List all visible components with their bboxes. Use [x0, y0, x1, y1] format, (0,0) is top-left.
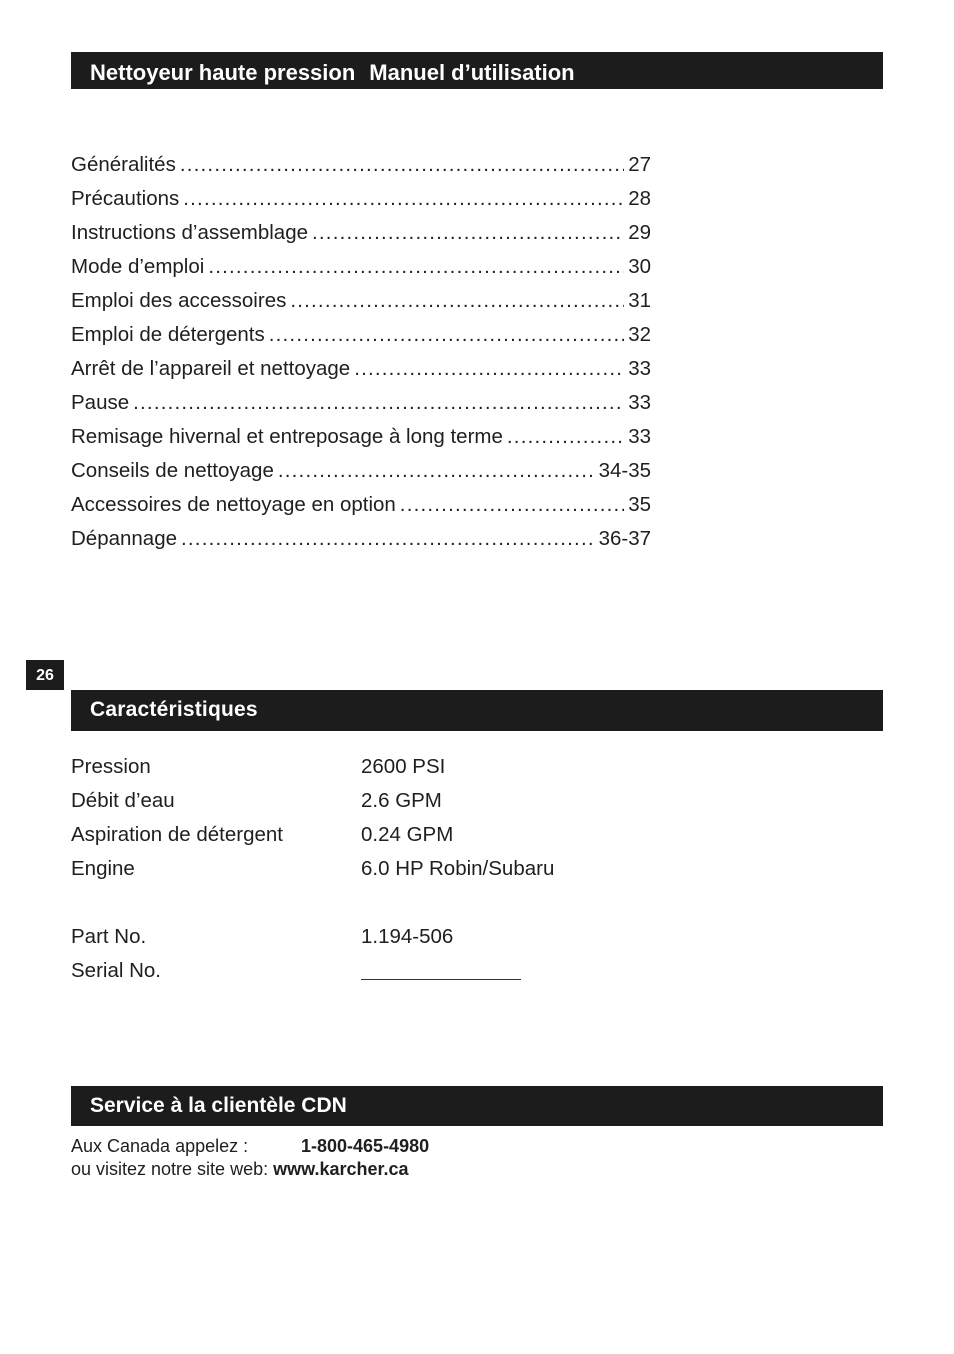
toc-entry-page: 33: [628, 425, 651, 448]
toc-entry[interactable]: [71, 352, 651, 386]
toc-entry-label: Arrêt de l’appareil et nettoyage: [71, 357, 351, 380]
toc-entry-label: Accessoires de nettoyage en option: [71, 493, 396, 516]
spec-label: Pression: [71, 755, 151, 778]
serial-number-field[interactable]: [361, 954, 771, 988]
toc-entry[interactable]: [71, 488, 651, 522]
customer-service-info: [71, 1135, 429, 1181]
specifications-heading: Caractéristiques: [90, 698, 258, 721]
toc-entry-label: Remisage hivernal et entreposage à long terme: [71, 425, 503, 448]
toc-entry[interactable]: [71, 284, 651, 318]
spec-row: [71, 750, 771, 784]
phone-label: Aux Canada appelez :: [71, 1136, 249, 1156]
toc-leader-dots: [133, 386, 624, 420]
toc-leader-dots: [208, 250, 624, 284]
toc-entry[interactable]: [71, 522, 651, 556]
toc-leader-dots: [507, 420, 624, 454]
toc-entry-page: 34-35: [598, 459, 651, 482]
toc-leader-dots: [269, 318, 624, 352]
toc-leader-dots: [181, 522, 595, 556]
spec-label: Débit d’eau: [71, 789, 175, 812]
toc-entry-page: 35: [628, 493, 651, 516]
toc-entry-label: Dépannage: [71, 527, 178, 550]
website-label: ou visitez notre site web:: [71, 1159, 269, 1179]
spec-label: Engine: [71, 857, 135, 880]
spec-value: 6.0 HP Robin/Subaru: [361, 857, 555, 880]
manual-title-bar: [71, 52, 883, 89]
toc-leader-dots: [180, 148, 624, 182]
customer-service-heading: Service à la clientèle CDN: [90, 1094, 347, 1117]
spec-label: Aspiration de détergent: [71, 823, 283, 846]
product-title: Nettoyeur haute pression: [90, 60, 356, 85]
toc-entry-label: Conseils de nettoyage: [71, 459, 274, 482]
toc-leader-dots: [312, 216, 624, 250]
toc-entry[interactable]: [71, 386, 651, 420]
spec-row: [71, 852, 771, 886]
toc-entry-page: 36-37: [598, 527, 651, 550]
toc-entry[interactable]: [71, 216, 651, 250]
toc-entry-page: 28: [628, 187, 651, 210]
toc-entry[interactable]: [71, 420, 651, 454]
spec-row: [71, 818, 771, 852]
phone-row: [71, 1135, 429, 1158]
toc-leader-dots: [354, 352, 624, 386]
toc-leader-dots: [400, 488, 624, 522]
toc-entry-label: Pause: [71, 391, 130, 414]
spec-value: 1.194-506: [361, 925, 454, 948]
customer-service-heading-bar: [71, 1086, 883, 1126]
toc-entry-page: 32: [628, 323, 651, 346]
toc-entry-label: Précautions: [71, 187, 180, 210]
page-number-badge: 26: [26, 660, 64, 690]
spec-value: 2600 PSI: [361, 755, 446, 778]
toc-entry-label: Mode d’emploi: [71, 255, 205, 278]
toc-entry-page: 33: [628, 391, 651, 414]
toc-entry-label: Emploi de détergents: [71, 323, 265, 346]
toc-leader-dots: [278, 454, 595, 488]
website-link[interactable]: www.karcher.ca: [273, 1159, 409, 1179]
specifications-table: [71, 750, 771, 988]
spec-value: 2.6 GPM: [361, 789, 442, 812]
toc-entry[interactable]: [71, 250, 651, 284]
serial-number-blank-line: [361, 954, 521, 980]
toc-entry-page: 30: [628, 255, 651, 278]
spec-row: [71, 920, 771, 954]
spec-label: Part No.: [71, 925, 147, 948]
toc-entry-label: Instructions d’assemblage: [71, 221, 309, 244]
spec-row: [71, 784, 771, 818]
toc-entry-page: 33: [628, 357, 651, 380]
website-row: [71, 1158, 429, 1181]
toc-entry-label: Emploi des accessoires: [71, 289, 287, 312]
toc-entry[interactable]: [71, 318, 651, 352]
spec-value: 0.24 GPM: [361, 823, 454, 846]
toc-entry[interactable]: [71, 454, 651, 488]
toc-leader-dots: [290, 284, 624, 318]
toc-entry-page: 27: [628, 153, 651, 176]
specifications-heading-bar: [71, 690, 883, 731]
toc-leader-dots: [183, 182, 624, 216]
spec-row: [71, 954, 771, 988]
toc-entry-page: 31: [628, 289, 651, 312]
spec-label: Serial No.: [71, 959, 162, 982]
toc-entry[interactable]: [71, 182, 651, 216]
toc-entry-label: Généralités: [71, 153, 176, 176]
toc-entry-page: 29: [628, 221, 651, 244]
toc-entry[interactable]: [71, 148, 651, 182]
phone-number[interactable]: 1-800-465-4980: [301, 1136, 430, 1156]
table-of-contents: [71, 148, 651, 556]
manual-title: Manuel d’utilisation: [369, 60, 575, 85]
